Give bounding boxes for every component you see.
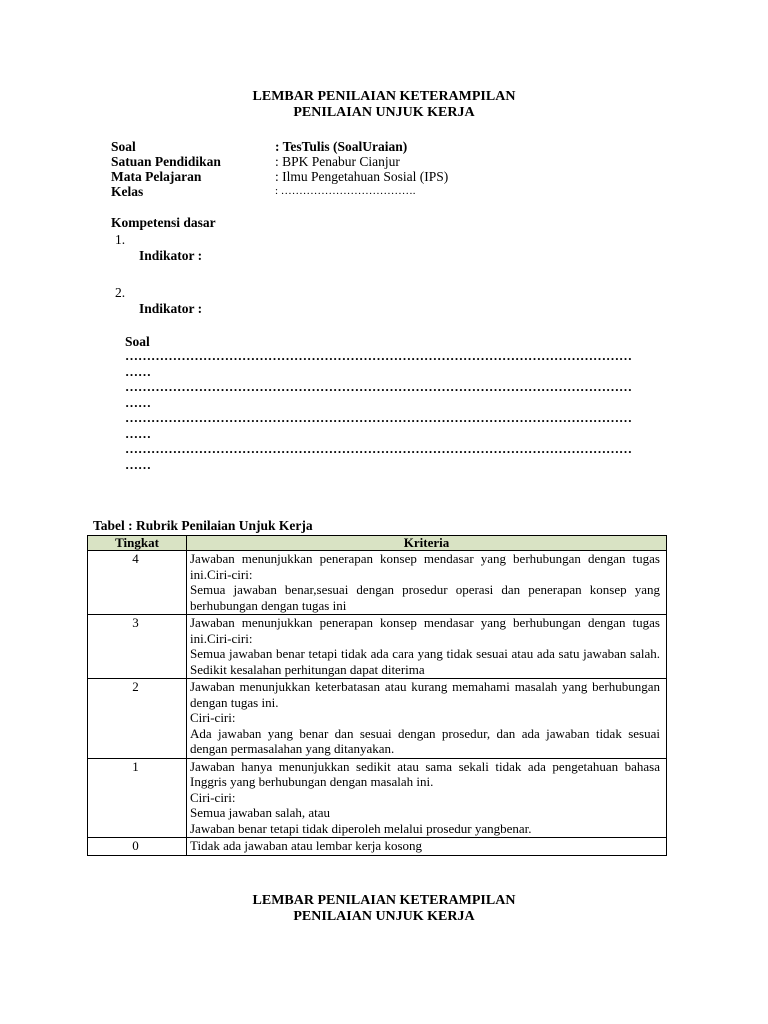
table-row xyxy=(88,615,667,679)
kompetensi-number: 1. xyxy=(115,232,126,247)
table-header-row xyxy=(88,536,667,551)
criteria-text: Jawaban menunjukkan penerapan konsep mendasar yang berhubungan dengan tugas ini.Ciri-ciri: xyxy=(190,615,660,646)
criteria-text: Jawaban hanya menunjukkan sedikit atau sama sekali tidak ada pengetahuan bahasa Inggris yang berhubungan dengan masalah ini. xyxy=(190,758,660,789)
criteria-cell xyxy=(187,679,667,759)
table-row xyxy=(88,838,667,856)
info-value: : ………………………………. xyxy=(275,185,416,197)
criteria-text: Jawaban menunjukkan keterbatasan atau kurang memahami masalah yang berhubungan dengan tugas ini. xyxy=(190,679,660,710)
criteria-text: Semua jawaban benar tetapi tidak ada cara yang tidak sesuai atau ada satu jawaban salah. Sedikit kesalahan perhitungan dapat diterima xyxy=(190,646,660,677)
answer-line: ……………………………………………………………………………………………………… xyxy=(125,348,632,363)
criteria-cell xyxy=(187,551,667,615)
rubric-table-title: Tabel : Rubrik Penilaian Unjuk Kerja xyxy=(93,518,313,533)
level-cell: 1 xyxy=(88,758,187,838)
answer-line: …… xyxy=(125,363,151,379)
criteria-text: Ciri-ciri: xyxy=(190,789,236,805)
table-row xyxy=(88,758,667,838)
answer-line: ……………………………………………………………………………………………………… xyxy=(125,441,632,456)
level-cell: 2 xyxy=(88,679,187,759)
soal-answer-lines xyxy=(125,348,665,472)
criteria-text: Ada jawaban yang benar dan sesuai dengan prosedur, dan ada jawaban tidak sesuai dengan permasalahan yang ditanyakan. xyxy=(190,725,660,756)
criteria-text: Ciri-ciri: xyxy=(190,710,236,725)
criteria-cell xyxy=(187,838,667,856)
rubric-table xyxy=(87,535,667,856)
info-label: Satuan Pendidikan xyxy=(111,154,221,169)
soal-heading: Soal xyxy=(125,334,150,349)
criteria-text: Semua jawaban benar,sesuai dengan prosedur operasi dan penerapan konsep yang berhubungan dengan tugas ini xyxy=(190,582,660,613)
info-label: Mata Pelajaran xyxy=(111,169,202,184)
info-row-mata-pelajaran xyxy=(111,169,448,184)
info-value: : TesTulis (SoalUraian) xyxy=(275,139,408,154)
answer-line: …… xyxy=(125,456,151,472)
identity-block xyxy=(111,139,448,199)
answer-line: …… xyxy=(125,425,151,441)
indikator-label: Indikator : xyxy=(139,248,203,263)
answer-line: …… xyxy=(125,394,151,410)
level-cell: 0 xyxy=(88,838,187,856)
kompetensi-heading: Kompetensi dasar xyxy=(111,215,216,230)
indikator-label: Indikator : xyxy=(139,301,203,316)
criteria-cell xyxy=(187,758,667,838)
criteria-text: Tidak ada jawaban atau lembar kerja kosong xyxy=(190,838,423,853)
info-row-kelas xyxy=(111,184,448,199)
criteria-cell xyxy=(187,615,667,679)
criteria-text: Semua jawaban salah, atau xyxy=(190,805,331,820)
page-title-line-1: LEMBAR PENILAIAN KETERAMPILAN xyxy=(252,89,516,104)
column-header-kriteria: Kriteria xyxy=(187,536,667,551)
level-cell: 3 xyxy=(88,615,187,679)
info-row-soal xyxy=(111,139,448,154)
answer-line: ……………………………………………………………………………………………………… xyxy=(125,410,632,425)
info-label: Kelas xyxy=(111,184,144,199)
level-cell: 4 xyxy=(88,551,187,615)
info-label: Soal xyxy=(111,139,136,154)
table-row xyxy=(88,679,667,759)
info-row-satuan-pendidikan xyxy=(111,154,448,169)
info-value: : BPK Penabur Cianjur xyxy=(275,154,400,169)
column-header-tingkat: Tingkat xyxy=(88,536,187,551)
second-page-title-line-2: PENILAIAN UNJUK KERJA xyxy=(293,909,475,924)
second-page-title-line-1: LEMBAR PENILAIAN KETERAMPILAN xyxy=(252,893,516,908)
answer-line: ……………………………………………………………………………………………………… xyxy=(125,379,632,394)
table-row xyxy=(88,551,667,615)
criteria-text: Jawaban menunjukkan penerapan konsep mendasar yang berhubungan dengan tugas ini.Ciri-ciri: xyxy=(190,551,660,582)
kompetensi-number: 2. xyxy=(115,285,126,300)
criteria-text: Jawaban benar tetapi tidak diperoleh melalui prosedur yangbenar. xyxy=(190,820,532,836)
page-title-line-2: PENILAIAN UNJUK KERJA xyxy=(293,105,475,120)
info-value: : Ilmu Pengetahuan Sosial (IPS) xyxy=(275,169,449,184)
